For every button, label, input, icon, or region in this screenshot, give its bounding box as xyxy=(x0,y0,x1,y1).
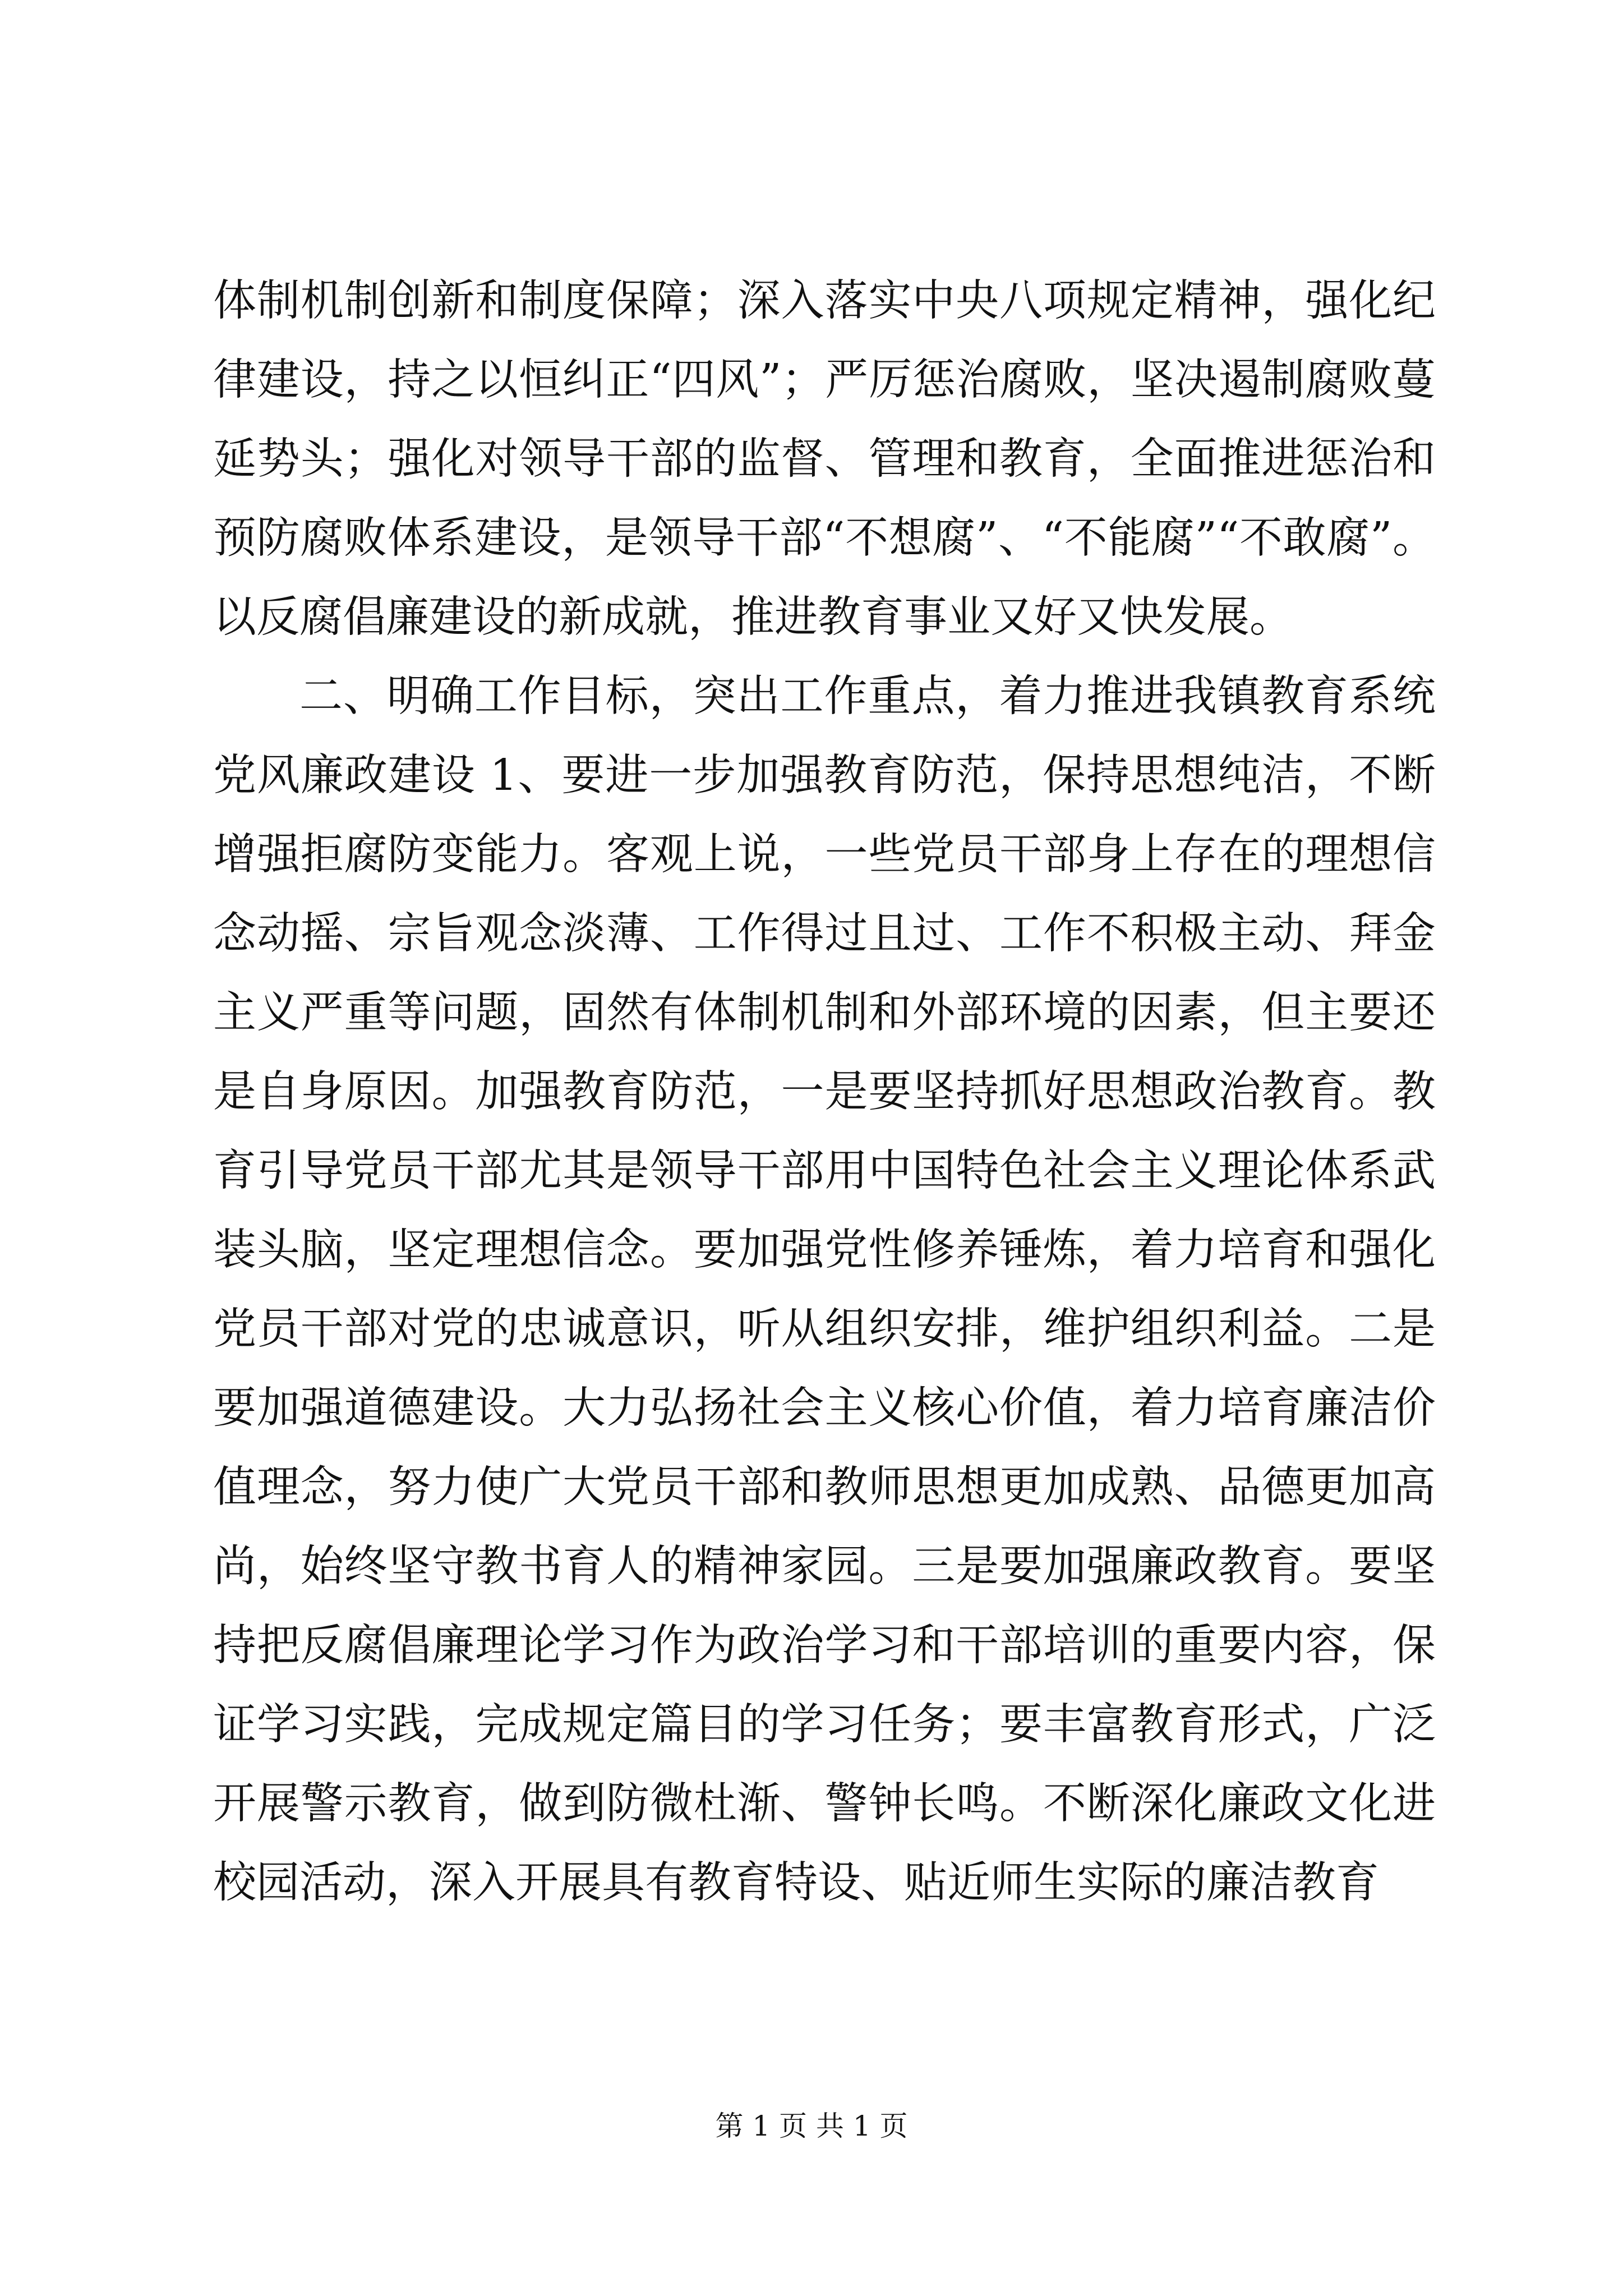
page-footer: 第 1 页 共 1 页 xyxy=(715,2110,908,2142)
paragraph-2: 二、明确工作目标，突出工作重点，着力推进我镇教育系统党风廉政建设 1、要进一步加强教育防范，保持思想纯洁，不断增强拒腐防变能力。客观上说，一些党员干部身上存在的理想信念动摇、宗旨观念淡薄、工作得过且过、工作不积极主动、拜金主义严重等问题，固然有体制机制和外部环境的因素，但主要还是自身原因。加强教育防范，一是要坚持抓好思想政治教育。教育引导党员干部尤其是领导干部用中国特色社会主义理论体系武装头脑，坚定理想信念。要加强党性修养锤炼，着力培育和强化党员干部对党的忠诚意识，听从组织安排，维护组织利益。二是要加强道德建设。大力弘扬社会主义核心价值，着力培育廉洁价值理念，努力使广大党员干部和教师思想更加成熟、品德更加高尚，始终坚守教书育人的精神家园。三是要加强廉政教育。要坚持把反腐倡廉理论学习作为政治学习和干部培训的重要内容，保证学习实践，完成规定篇目的学习任务；要丰富教育形式，广泛开展警示教育，做到防微杜渐、警钟长鸣。不断深化廉政文化进校园活动，深入开展具有教育特设、贴近师生实际的廉洁教育 xyxy=(213,671,1436,1908)
document-body xyxy=(213,261,1436,1922)
paragraph-1: 体制机制创新和制度保障；深入落实中央八项规定精神，强化纪律建设，持之以恒纠正“四风”；严厉惩治腐败，坚决遏制腐败蔓延势头；强化对领导干部的监督、管理和教育，全面推进惩治和预防腐败体系建设，是领导干部“不想腐”、“不能腐”“不敢腐”。以反腐倡廉建设的新成就，推进教育事业又好又快发展。 xyxy=(213,276,1436,642)
